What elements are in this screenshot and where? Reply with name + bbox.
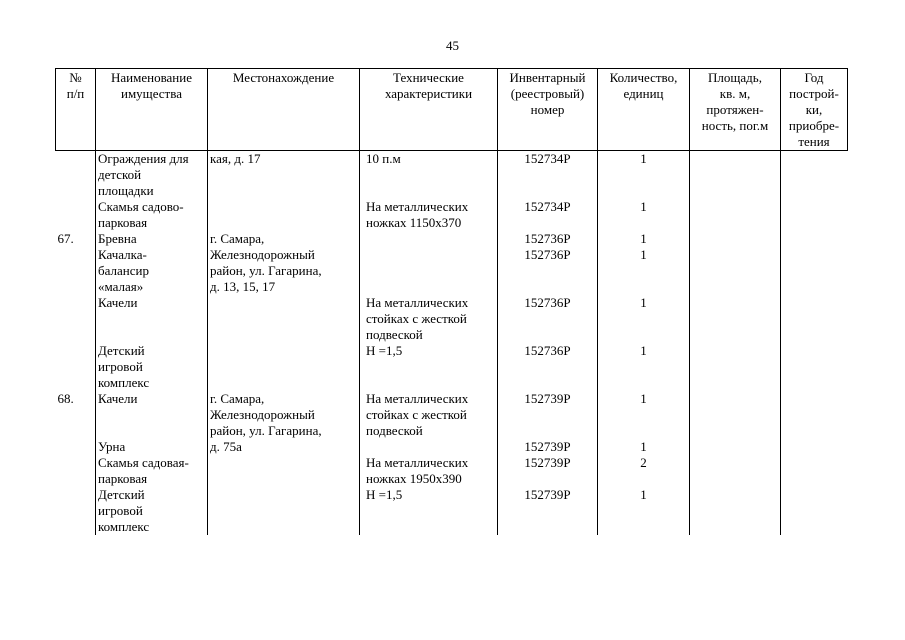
text-line: д. 13, 15, 17: [210, 279, 276, 294]
inventory-number-cell: 152739Р: [498, 391, 598, 439]
text-line: Количество,: [609, 70, 678, 85]
table-row: [56, 391, 848, 439]
property-name-cell: [96, 439, 208, 455]
page-number: 45: [446, 38, 459, 53]
area-cell: [690, 247, 781, 295]
text-line: На металлических: [366, 455, 469, 470]
text-line: Железнодорожный: [210, 247, 315, 262]
text-line: Технические: [393, 70, 464, 85]
text-line: Детский: [98, 343, 145, 358]
location-cell: [208, 439, 360, 455]
location-cell: [208, 199, 360, 231]
text-line: г. Самара,: [210, 391, 265, 406]
text-line: имущества: [121, 86, 182, 101]
header-year: [781, 69, 848, 151]
tech-specs-cell: [360, 151, 498, 200]
row-number-cell: [56, 199, 96, 231]
text-line: п/п: [66, 86, 85, 101]
text-line: ножках 1950х390: [366, 471, 462, 486]
quantity-cell: 1: [598, 391, 690, 439]
header-tech: [360, 69, 498, 151]
year-cell: [781, 439, 848, 455]
area-cell: [690, 487, 781, 535]
property-name-cell: [96, 231, 208, 247]
text-line: ки,: [805, 102, 823, 117]
property-name-cell: [96, 391, 208, 439]
area-cell: [690, 231, 781, 247]
location-cell: [208, 487, 360, 535]
area-cell: [690, 151, 781, 200]
table-row: [56, 487, 848, 535]
year-cell: [781, 295, 848, 343]
year-cell: [781, 151, 848, 200]
year-cell: [781, 199, 848, 231]
quantity-cell: 1: [598, 295, 690, 343]
text-line: игровой: [98, 359, 143, 374]
text-line: комплекс: [98, 375, 150, 390]
year-cell: [781, 231, 848, 247]
text-line: площадки: [98, 183, 154, 198]
row-number-cell: 67.: [56, 231, 96, 247]
row-number-cell: 68.: [56, 391, 96, 439]
text-line: Урна: [98, 439, 126, 454]
text-line: г. Самара,: [210, 231, 265, 246]
table-header-row: [56, 69, 848, 151]
location-cell: [208, 391, 360, 439]
text-line: парковая: [98, 471, 148, 486]
text-line: 10 п.м: [366, 151, 401, 166]
text-line: приобре-: [788, 118, 840, 133]
table-row: [56, 151, 848, 200]
year-cell: [781, 455, 848, 487]
table-row: [56, 199, 848, 231]
location-cell: [208, 295, 360, 343]
text-line: Качели: [98, 295, 138, 310]
quantity-cell: 1: [598, 231, 690, 247]
tech-specs-cell: [360, 295, 498, 343]
row-number-cell: [56, 295, 96, 343]
property-name-cell: [96, 343, 208, 391]
quantity-cell: 1: [598, 439, 690, 455]
text-line: H =1,5: [366, 487, 403, 502]
row-number-cell: [56, 247, 96, 295]
property-name-cell: [96, 151, 208, 200]
header-area: [690, 69, 781, 151]
inventory-number-cell: 152739Р: [498, 455, 598, 487]
text-line: игровой: [98, 503, 143, 518]
row-number-cell: [56, 343, 96, 391]
inventory-number-cell: 152739Р: [498, 439, 598, 455]
year-cell: [781, 343, 848, 391]
text-line: стойках с жесткой: [366, 407, 467, 422]
row-number-cell: [56, 439, 96, 455]
text-line: Бревна: [98, 231, 137, 246]
area-cell: [690, 455, 781, 487]
inventory-number-cell: 152734Р: [498, 151, 598, 200]
area-cell: [690, 439, 781, 455]
text-line: «малая»: [98, 279, 144, 294]
quantity-cell: 2: [598, 455, 690, 487]
tech-specs-cell: [360, 247, 498, 295]
text-line: Качалка-: [98, 247, 147, 262]
text-line: протяжен-: [706, 102, 764, 117]
text-line: Местонахождение: [232, 70, 335, 85]
table-row: [56, 343, 848, 391]
location-cell: [208, 247, 360, 295]
text-line: Качели: [98, 391, 138, 406]
text-line: Железнодорожный: [210, 407, 315, 422]
text-line: Инвентарный: [509, 70, 586, 85]
quantity-cell: 1: [598, 343, 690, 391]
text-line: характеристики: [384, 86, 473, 101]
property-name-cell: [96, 487, 208, 535]
property-name-cell: [96, 455, 208, 487]
inventory-number-cell: 152736Р: [498, 247, 598, 295]
text-line: единиц: [623, 86, 664, 101]
area-cell: [690, 295, 781, 343]
tech-specs-cell: [360, 391, 498, 439]
text-line: На металлических: [366, 199, 469, 214]
text-line: Ограждения для: [98, 151, 189, 166]
text-line: №: [69, 70, 82, 85]
header-location: [208, 69, 360, 151]
tech-specs-cell: [360, 439, 498, 455]
property-name-cell: [96, 295, 208, 343]
text-line: стойках с жесткой: [366, 311, 467, 326]
header-num: [56, 69, 96, 151]
text-line: построй-: [789, 86, 839, 101]
tech-specs-cell: [360, 199, 498, 231]
property-name-cell: [96, 247, 208, 295]
year-cell: [781, 247, 848, 295]
text-line: балансир: [98, 263, 149, 278]
text-line: (реестровый): [510, 86, 585, 101]
text-line: H =1,5: [366, 343, 403, 358]
text-line: комплекс: [98, 519, 150, 534]
text-line: На металлических: [366, 391, 469, 406]
table-row: [56, 455, 848, 487]
text-line: Детский: [98, 487, 145, 502]
location-cell: [208, 455, 360, 487]
inventory-number-cell: 152739Р: [498, 487, 598, 535]
text-line: район, ул. Гагарина,: [210, 263, 322, 278]
header-inventory: [498, 69, 598, 151]
text-line: подвеской: [366, 423, 423, 438]
tech-specs-cell: [360, 231, 498, 247]
text-line: номер: [530, 102, 565, 117]
year-cell: [781, 487, 848, 535]
text-line: Наименование: [111, 70, 192, 85]
table-row: [56, 247, 848, 295]
text-line: Год: [804, 70, 824, 85]
text-line: На металлических: [366, 295, 469, 310]
area-cell: [690, 343, 781, 391]
text-line: д. 75а: [210, 439, 242, 454]
text-line: кая, д. 17: [210, 151, 261, 166]
quantity-cell: 1: [598, 247, 690, 295]
quantity-cell: 1: [598, 487, 690, 535]
text-line: район, ул. Гагарина,: [210, 423, 322, 438]
header-quantity: [598, 69, 690, 151]
year-cell: [781, 391, 848, 439]
table-row: [56, 439, 848, 455]
inventory-number-cell: 152734Р: [498, 199, 598, 231]
quantity-cell: 1: [598, 151, 690, 200]
text-line: подвеской: [366, 327, 423, 342]
inventory-number-cell: 152736Р: [498, 231, 598, 247]
text-line: парковая: [98, 215, 148, 230]
table-row: [56, 295, 848, 343]
text-line: ножках 1150х370: [366, 215, 462, 230]
text-line: Скамья садовая-: [98, 455, 189, 470]
table-row: [56, 231, 848, 247]
inventory-number-cell: 152736Р: [498, 295, 598, 343]
location-cell: [208, 343, 360, 391]
location-cell: [208, 151, 360, 200]
inventory-number-cell: 152736Р: [498, 343, 598, 391]
table-body: [56, 151, 848, 536]
property-table: [55, 68, 848, 535]
text-line: Площадь,: [708, 70, 762, 85]
header-name: [96, 69, 208, 151]
text-line: кв. м,: [719, 86, 751, 101]
row-number-cell: [56, 455, 96, 487]
text-line: Скамья садово-: [98, 199, 184, 214]
row-number-cell: [56, 151, 96, 200]
area-cell: [690, 199, 781, 231]
area-cell: [690, 391, 781, 439]
tech-specs-cell: [360, 455, 498, 487]
tech-specs-cell: [360, 343, 498, 391]
text-line: тения: [798, 134, 830, 149]
quantity-cell: 1: [598, 199, 690, 231]
text-line: детской: [98, 167, 142, 182]
property-name-cell: [96, 199, 208, 231]
tech-specs-cell: [360, 487, 498, 535]
text-line: ность, пог.м: [701, 118, 769, 133]
location-cell: [208, 231, 360, 247]
row-number-cell: [56, 487, 96, 535]
